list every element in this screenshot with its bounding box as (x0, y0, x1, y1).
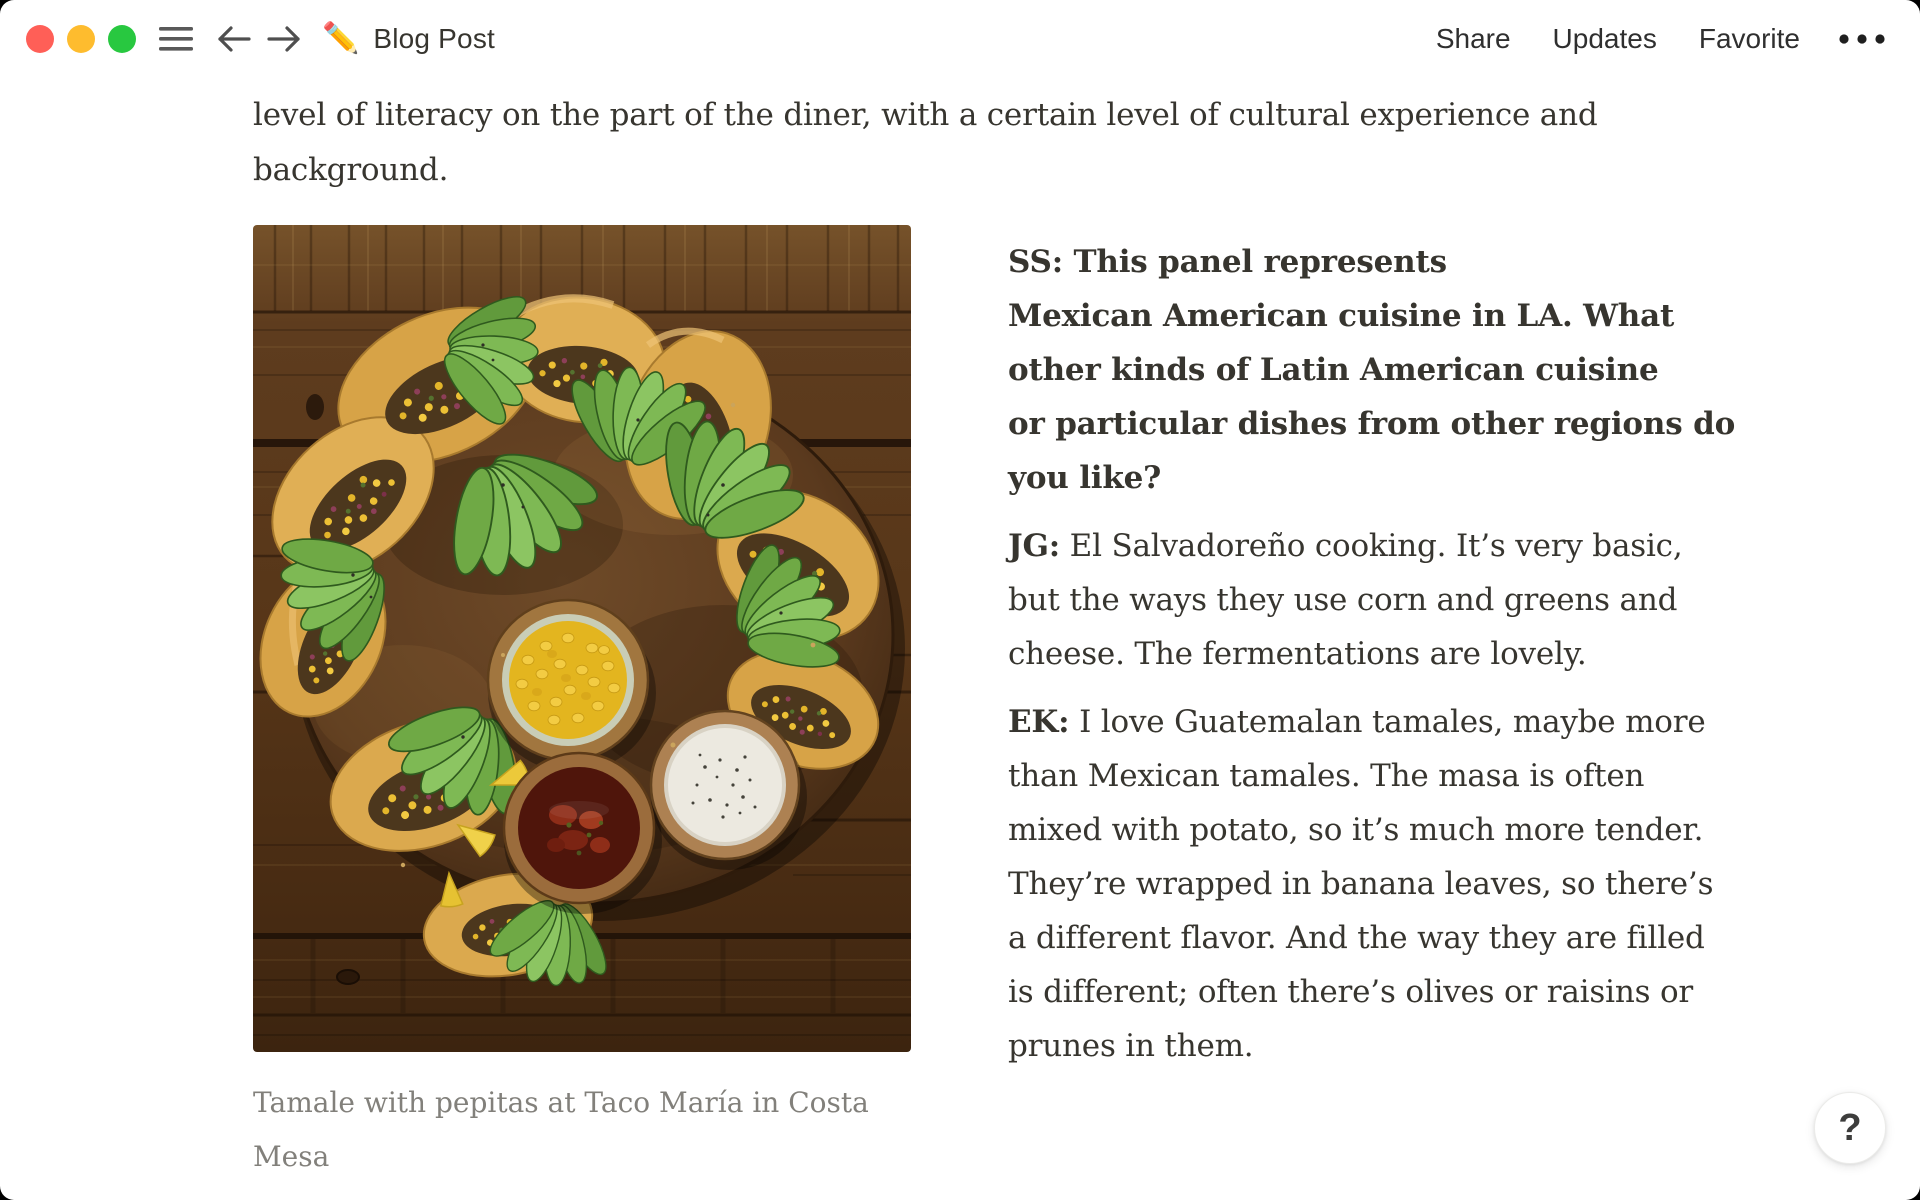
back-arrow-icon[interactable] (216, 24, 252, 54)
forward-arrow-icon[interactable] (266, 24, 302, 54)
qa-answer-ek-paragraph (1008, 695, 1714, 1073)
speaker-label-ek: EK: (1008, 704, 1070, 740)
favorite-button[interactable]: Favorite (1698, 23, 1800, 54)
text-column (1008, 225, 1736, 1184)
qa-answer-ek-text: I love Guatemalan tamales, maybe more than Mexican tamales. The masa is often mixed with potato, so it’s much more tender. They’re wrapped in banana leaves, so there’s a different flavor. And the way they are filled is different; often there’s olives or raisins or prunes in them. (1008, 704, 1714, 1064)
intro-paragraph: level of literacy on the part of the diner, with a certain level of cultural experience and background. (253, 97, 1598, 188)
close-window-button[interactable] (26, 25, 54, 53)
topbar (0, 0, 1920, 78)
qa-answer-jg-paragraph (1008, 519, 1683, 681)
traffic-lights (26, 25, 136, 53)
minimize-window-button[interactable] (67, 25, 95, 53)
zoom-window-button[interactable] (108, 25, 136, 53)
more-options-icon[interactable] (1838, 33, 1886, 45)
page-title: Blog Post (373, 23, 496, 54)
image-caption: Tamale with pepitas at Taco María in Costa Mesa (253, 1086, 869, 1173)
tacos-photo-illustration (253, 225, 911, 1052)
food-photo[interactable] (253, 225, 911, 1052)
menu-icon[interactable] (158, 24, 194, 54)
qa-answer-jg-text: El Salvadoreño cooking. It’s very basic, but the ways they use corn and greens and cheese. The fermentations are lovely. (1008, 528, 1683, 672)
qa-question-paragraph: SS: This panel represents Mexican American cuisine in LA. What other kinds of Latin American cuisine or particular dishes from other regions do you like? (1008, 244, 1736, 496)
page-pencil-icon: ✏️ (322, 22, 360, 55)
image-column (253, 225, 911, 1184)
document-body (253, 88, 1920, 1184)
help-button[interactable]: ? (1814, 1092, 1886, 1164)
two-column-block (253, 225, 1920, 1184)
speaker-label-jg: JG: (1008, 528, 1060, 564)
updates-button[interactable]: Updates (1552, 23, 1657, 54)
share-button[interactable]: Share (1435, 23, 1511, 54)
